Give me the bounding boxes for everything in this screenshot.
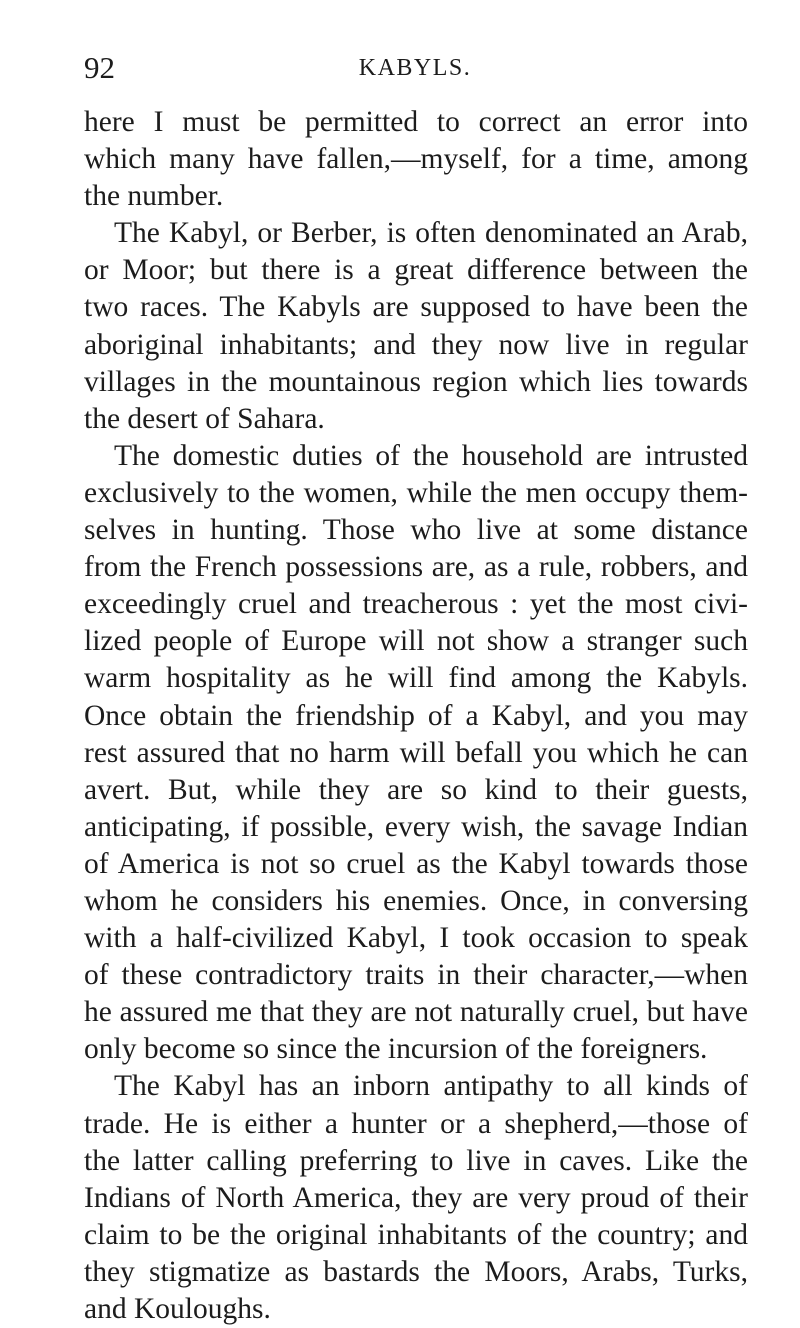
text-line: the number. bbox=[84, 180, 224, 213]
text-line: claim to be the original inhabitants of the country; and bbox=[84, 1218, 748, 1251]
text-line: rest assured that no harm will befall you which he can bbox=[84, 736, 748, 769]
text-line: The Kabyl, or Berber, is often denominated an Arab, bbox=[114, 217, 748, 250]
text-line: the desert of Sahara. bbox=[84, 402, 325, 435]
text-line: here I must be permitted to correct an error into bbox=[84, 106, 748, 138]
text-line: villages in the mountainous region which lies towards bbox=[84, 365, 748, 398]
text-line: of America is not so cruel as the Kabyl towards those bbox=[84, 847, 748, 880]
running-title: KABYLS. bbox=[358, 55, 472, 81]
text-line: which many have fallen,—myself, for a time, among bbox=[84, 143, 748, 176]
text-line: two races. The Kabyls are supposed to have been the bbox=[84, 291, 748, 324]
text-line: exclusively to the women, while the men occupy them- bbox=[84, 476, 748, 509]
text-line: Once obtain the friendship of a Kabyl, and you may bbox=[84, 699, 748, 732]
text-line: avert. But, while they are so kind to their guests, bbox=[84, 773, 748, 806]
text-line: anticipating, if possible, every wish, the savage Indian bbox=[84, 810, 748, 843]
text-line: selves in hunting. Those who live at some distance bbox=[84, 514, 748, 547]
text-line: or Moor; but there is a great difference between the bbox=[84, 254, 748, 287]
text-line: exceedingly cruel and treacherous : yet the most civi- bbox=[84, 588, 748, 621]
text-line: and Kouloughs. bbox=[84, 1293, 271, 1325]
text-line: trade. He is either a hunter or a shepherd,—those of bbox=[84, 1107, 748, 1140]
text-line: the latter calling preferring to live in caves. Like the bbox=[84, 1144, 748, 1177]
text-line: The domestic duties of the household are intrusted bbox=[114, 439, 748, 472]
text-line: The Kabyl has an inborn antipathy to all kinds of bbox=[114, 1070, 748, 1103]
text-line: Indians of North America, they are very proud of their bbox=[84, 1181, 748, 1214]
text-line: of these contradictory traits in their character,—when bbox=[84, 959, 748, 992]
page-header bbox=[84, 50, 746, 86]
text-line: they stigmatize as bastards the Moors, Arabs, Turks, bbox=[84, 1255, 748, 1288]
text-line: lized people of Europe will not show a stranger such bbox=[84, 625, 748, 658]
text-line: only become so since the incursion of the foreigners. bbox=[84, 1033, 708, 1066]
text-line: from the French possessions are, as a rule, robbers, and bbox=[84, 551, 748, 584]
text-line: he assured me that they are not naturally cruel, but have bbox=[84, 996, 748, 1029]
text-line: with a half-civilized Kabyl, I took occasion to speak bbox=[84, 922, 748, 955]
text-line: aboriginal inhabitants; and they now live in regular bbox=[84, 328, 748, 361]
body-text bbox=[84, 104, 748, 1328]
text-line: warm hospitality as he will find among the Kabyls. bbox=[84, 662, 748, 695]
text-line: whom he considers his enemies. Once, in conversing bbox=[84, 884, 748, 917]
page-number: 92 bbox=[84, 50, 115, 85]
